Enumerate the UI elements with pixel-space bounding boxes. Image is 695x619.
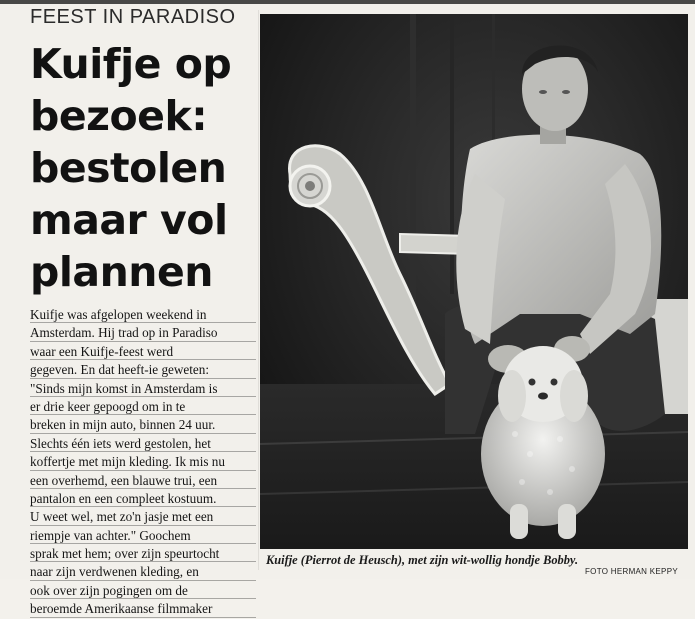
article-photo [260, 14, 688, 549]
article-body [30, 306, 256, 619]
body-line: er drie keer gepoogd om in te [30, 398, 256, 415]
headline-line: bezoek: [30, 92, 208, 140]
top-rule [0, 0, 695, 4]
headline-line: bestolen [30, 144, 227, 192]
body-line: sprak met hem; over zijn speurtocht [30, 545, 256, 562]
body-line: waar een Kuifje-feest werd [30, 343, 256, 360]
body-line: pantalon en een compleet kostuum. [30, 490, 256, 507]
body-line: breken in mijn auto, binnen 24 uur. [30, 416, 256, 433]
body-line: Kuifje was afgelopen weekend in [30, 306, 256, 323]
headline-line: plannen [30, 248, 213, 296]
body-line: naar zijn verdwenen kleding, en [30, 563, 256, 580]
body-line: Slechts één iets werd gestolen, het [30, 435, 256, 452]
body-line: koffertje met mijn kleding. Ik mis nu [30, 453, 256, 470]
body-line: een overhemd, een blauwe trui, een [30, 472, 256, 489]
body-line: riempje van achter." Goochem [30, 527, 256, 544]
body-line: beroemde Amerikaanse filmmaker [30, 600, 256, 617]
body-line: ook over zijn pogingen om de [30, 582, 256, 599]
column-divider [258, 10, 259, 570]
body-line: "Sinds mijn komst in Amsterdam is [30, 380, 256, 397]
photo-credit: FOTO HERMAN KEPPY [585, 567, 678, 576]
article-kicker: FEEST IN PARADISO [30, 6, 236, 28]
photo-illustration [260, 14, 688, 549]
body-line: U weet wel, met zo'n jasje met een [30, 508, 256, 525]
body-line: Amsterdam. Hij trad op in Paradiso [30, 324, 256, 341]
body-line: gegeven. En dat heeft-ie geweten: [30, 361, 256, 378]
photo-caption: Kuifje (Pierrot de Heusch), met zijn wit-wollig hondje Bobby. [266, 553, 579, 567]
headline-line: maar vol [30, 196, 228, 244]
article-headline [30, 38, 254, 298]
headline-line: Kuifje op [30, 40, 232, 88]
